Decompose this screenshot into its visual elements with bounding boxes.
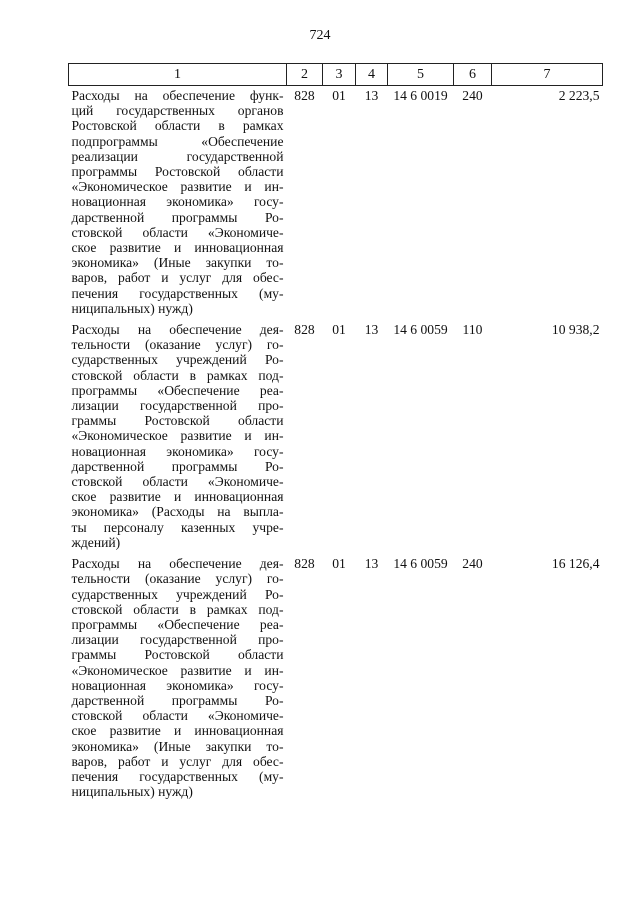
description-line: новационная экономика» госу-: [71, 194, 284, 210]
description-line: программы Ростовской области: [71, 164, 284, 180]
table-header: [69, 64, 603, 86]
description-line: лизации государственной про-: [71, 632, 284, 648]
description-line: экономика» (Иные закупки то-: [71, 738, 284, 754]
target-article-code: 14 6 0059: [393, 322, 448, 338]
description-line: печения государственных (му-: [71, 768, 284, 784]
description-line: граммы Ростовской области: [71, 413, 284, 429]
description-line: программы «Обеспечение реа-: [71, 616, 284, 632]
description-line: ское развитие и инновационная: [71, 240, 284, 256]
description-line: экономика» (Расходы на выпла-: [71, 504, 284, 520]
description-line: реализации государственной: [71, 148, 284, 164]
description-line: лизации государственной про-: [71, 398, 284, 414]
column-header-4: 4: [356, 64, 388, 86]
header-row: [69, 64, 603, 86]
table-row: [69, 554, 603, 803]
description-line: ций государственных органов: [71, 103, 284, 119]
description-line: дарственной программы Ро-: [71, 458, 284, 474]
table-row: [69, 86, 603, 321]
section-code: 01: [332, 88, 346, 103]
expense-description: [69, 86, 287, 321]
description-line: новационная экономика» госу-: [71, 443, 284, 459]
description-line: Расходы на обеспечение дея-: [71, 556, 284, 572]
description-line: «Экономическое развитие и ин-: [71, 662, 284, 678]
description-line: дарственной программы Ро-: [71, 209, 284, 225]
section-code: 01: [332, 322, 346, 338]
column-header-3: 3: [323, 64, 356, 86]
expense-type-code: 240: [462, 556, 483, 572]
description-line: граммы Ростовской области: [71, 647, 284, 663]
description-line: Расходы на обеспечение дея-: [71, 322, 284, 338]
description-line: сударственных учреждений Ро-: [71, 352, 284, 368]
expense-type-code: 110: [462, 322, 483, 338]
expense-description: [69, 554, 287, 803]
ministry-code: 828: [294, 88, 315, 103]
description-line: стовской области «Экономиче-: [71, 224, 284, 240]
description-line: Ростовской области в рамках: [71, 118, 284, 134]
table-body: [69, 86, 603, 804]
column-header-5: 5: [388, 64, 454, 86]
description-line: стовской области «Экономиче-: [71, 708, 284, 724]
target-article-code: 14 6 0059: [393, 556, 448, 572]
expense-description: [69, 320, 287, 554]
description-line: стовской области в рамках под-: [71, 601, 284, 617]
amount: 10 938,2: [551, 322, 600, 338]
table-row: [69, 320, 603, 554]
ministry-code: 828: [294, 322, 315, 338]
description-line: экономика» (Иные закупки то-: [71, 255, 284, 271]
description-line: «Экономическое развитие и ин-: [71, 179, 284, 195]
subsection-code: 13: [364, 322, 379, 338]
description-line: стовской области «Экономиче-: [71, 474, 284, 490]
description-line: ниципальных) нужд): [71, 784, 193, 800]
description-line: стовской области в рамках под-: [71, 367, 284, 383]
description-line: новационная экономика» госу-: [71, 677, 284, 693]
column-header-2: 2: [287, 64, 323, 86]
description-line: ждений): [71, 534, 121, 550]
description-line: ское развитие и инновационная: [71, 489, 284, 505]
description-line: ты персоналу казенных учре-: [71, 519, 284, 535]
column-header-1: 1: [69, 64, 287, 86]
amount: 16 126,4: [551, 556, 600, 572]
description-line: варов, работ и услуг для обес-: [71, 270, 284, 286]
description-line: ское развитие и инновационная: [71, 723, 284, 739]
description-line: «Экономическое развитие и ин-: [71, 428, 284, 444]
target-article-code: 14 6 0019: [393, 88, 448, 103]
description-line: печения государственных (му-: [71, 285, 284, 301]
subsection-code: 13: [364, 88, 379, 103]
description-line: тельности (оказание услуг) го-: [71, 571, 284, 587]
description-line: сударственных учреждений Ро-: [71, 586, 284, 602]
description-line: тельности (оказание услуг) го-: [71, 337, 284, 353]
description-line: программы «Обеспечение реа-: [71, 382, 284, 398]
description-line: Расходы на обеспечение функ-: [71, 88, 284, 103]
description-line: ниципальных) нужд): [71, 300, 193, 316]
subsection-code: 13: [364, 556, 379, 572]
ministry-code: 828: [294, 556, 315, 572]
description-line: варов, работ и услуг для обес-: [71, 753, 284, 769]
description-line: подпрограммы «Обеспечение: [71, 133, 284, 149]
expense-type-code: 240: [462, 88, 483, 103]
page-number: 724: [309, 28, 331, 43]
description-line: дарственной программы Ро-: [71, 692, 284, 708]
section-code: 01: [332, 556, 346, 572]
amount: 2 223,5: [558, 88, 600, 103]
column-header-6: 6: [454, 64, 492, 86]
column-header-7: 7: [492, 64, 603, 86]
budget-table: [68, 63, 603, 803]
